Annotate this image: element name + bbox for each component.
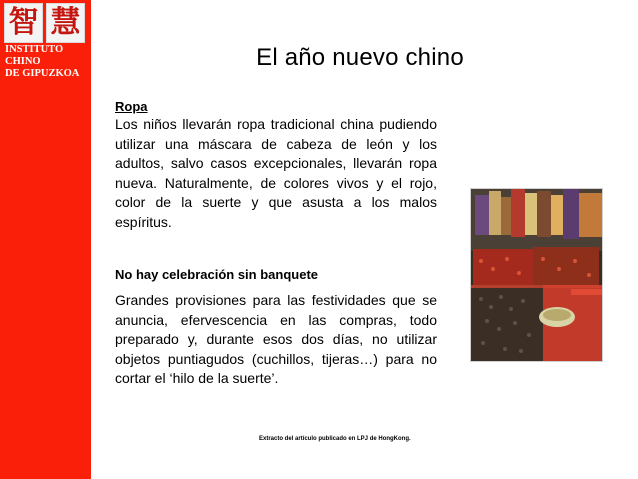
institute-name — [5, 44, 91, 80]
section-clothing — [115, 98, 437, 232]
logo — [4, 3, 86, 45]
institute-name-line: INSTITUTO — [5, 44, 64, 55]
institute-name-line: CHINO — [5, 56, 41, 67]
source-footnote: Extracto del artículo publicado en LPJ de HongKong. — [259, 436, 411, 442]
section-heading: No hay celebración sin banquete — [115, 267, 318, 282]
logo-char-wisdom: 智 — [4, 3, 43, 43]
section-text: Los niños llevarán ropa tradicional china pudiendo utilizar una máscara de cabeza de león y los adultos, salvo casos excepcionales, llevarán ropa nueva. Naturalmente, de colores vivos y el rojo, color de la suerte y que asusta a los malos espíritus. — [115, 116, 437, 230]
logo-char-intelligence: 慧 — [46, 3, 85, 43]
section-text: Grandes provisiones para las festividades que se anuncia, efervescencia en las compras, todo preparado y, durante esos dos días, no utilizar objetos puntiagudos (cuchillos, tijeras…) para no cortar el ‘hilo de la suerte’. — [115, 292, 437, 386]
slide-title: El año nuevo chino — [256, 44, 464, 71]
slide-content — [115, 98, 437, 389]
market-photo — [470, 188, 603, 362]
institute-name-line: DE GIPUZKOA — [5, 68, 80, 79]
sidebar — [0, 0, 91, 479]
section-heading: Ropa — [115, 99, 148, 114]
section-banquet — [115, 266, 437, 389]
market-photo-image — [471, 189, 602, 361]
